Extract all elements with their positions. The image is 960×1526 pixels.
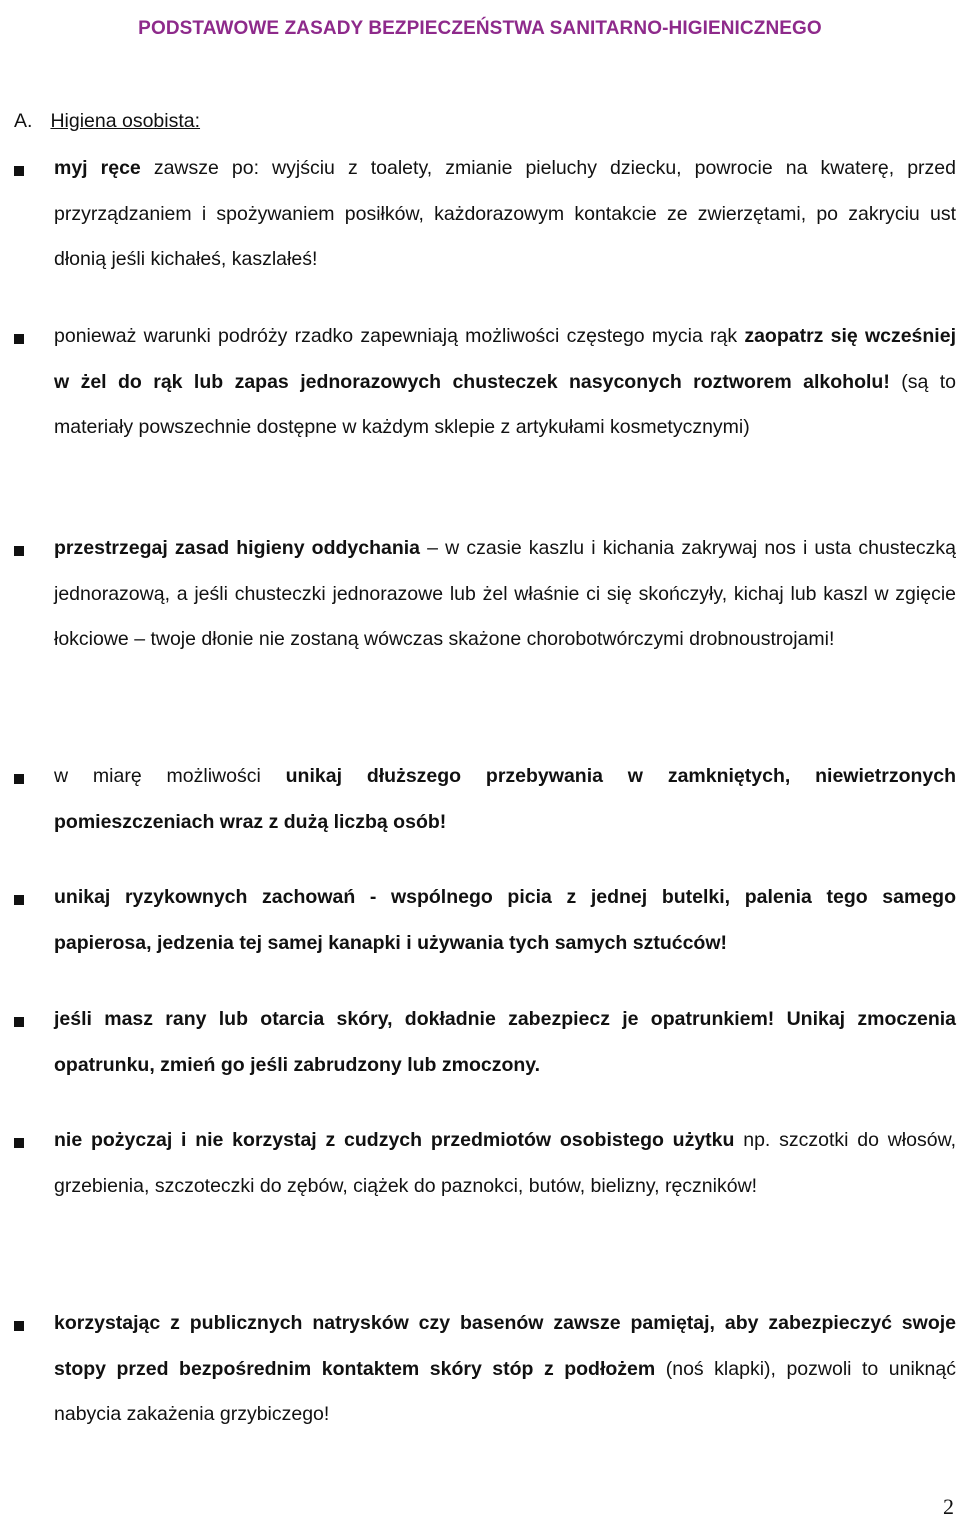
list-item-text	[54, 314, 956, 451]
text-run: w miarę możliwości	[54, 765, 286, 787]
bold-text-run: unikaj ryzykownych zachowań - wspólnego picia z jednej butelki, palenia tego samego papierosa, jedzenia tej samej kanapki i używania tych samych sztućców!	[54, 886, 956, 954]
square-bullet-icon	[14, 334, 24, 344]
list-item-text	[54, 1118, 956, 1209]
text-run: (noś klapki), pozwoli to uniknąć nabycia zakażenia grzybiczego!	[54, 1357, 956, 1426]
square-bullet-icon	[14, 895, 24, 905]
text-run: zawsze po: wyjściu z toalety, zmianie pieluchy dziecku, powrocie na kwaterę, przed przyrządzaniem i spożywaniem posiłków, każdorazowym kontakcie ze zwierzętami, po zakryciu ust dłonią jeśli kichałeś, kaszlałeś!	[54, 157, 956, 271]
square-bullet-icon	[14, 774, 24, 784]
list-item-text	[54, 875, 956, 966]
list-item-text	[54, 754, 956, 845]
list-item-text	[54, 1301, 956, 1438]
section-heading	[14, 110, 200, 133]
square-bullet-icon	[14, 166, 24, 176]
section-title: Higiena osobista:	[50, 110, 201, 132]
list-item-text	[54, 997, 956, 1088]
section-letter: A.	[14, 110, 33, 132]
page-header-title: PODSTAWOWE ZASADY BEZPIECZEŃSTWA SANITARNO-HIGIENICZNEGO	[138, 18, 822, 39]
text-run: – w czasie kaszlu i kichania zakrywaj nos i usta chusteczką jednorazową, a jeśli chusteczki jednorazowe lub żel właśnie ci się skończyły, kichaj lub kaszl w zgięcie łokciowe – twoje dłonie nie zostaną wówczas skażone chorobotwórczymi drobnoustrojami!	[54, 537, 956, 651]
square-bullet-icon	[14, 546, 24, 556]
bold-text-run: nie pożyczaj i nie korzystaj z cudzych przedmiotów osobistego użytku	[54, 1129, 735, 1151]
list-item-text	[54, 526, 956, 663]
square-bullet-icon	[14, 1321, 24, 1331]
square-bullet-icon	[14, 1138, 24, 1148]
bold-text-run: myj ręce	[54, 157, 141, 179]
page-number: 2	[943, 1494, 954, 1519]
text-run: ponieważ warunki podróży rzadko zapewniają możliwości częstego mycia rąk	[54, 325, 745, 347]
square-bullet-icon	[14, 1017, 24, 1027]
bold-text-run: przestrzegaj zasad higieny oddychania	[54, 537, 421, 559]
bold-text-run: zaopatrz się wcześniej w żel do rąk lub zapas jednorazowych chusteczek nasyconych roztworem alkoholu!	[54, 325, 956, 393]
text-run: (są to materiały powszechnie dostępne w każdym sklepie z artykułami kosmetycznymi)	[54, 370, 957, 439]
text-run: np. szczotki do włosów, grzebienia, szczoteczki do zębów, ciążek do paznokci, butów, bielizny, ręczników!	[54, 1129, 957, 1197]
bold-text-run: korzystając z publicznych natrysków czy basenów zawsze pamiętaj, aby zabezpieczyć swoje stopy przed bezpośrednim kontaktem skóry stóp z podłożem	[54, 1312, 956, 1380]
list-item-text	[54, 146, 956, 283]
bold-text-run: unikaj dłuższego przebywania w zamkniętych, niewietrzonych pomieszczeniach wraz z dużą liczbą osób!	[54, 765, 956, 833]
bold-text-run: jeśli masz rany lub otarcia skóry, dokładnie zabezpiecz je opatrunkiem! Unikaj zmoczenia opatrunku, zmień go jeśli zabrudzony lub zmoczony.	[54, 1008, 956, 1076]
